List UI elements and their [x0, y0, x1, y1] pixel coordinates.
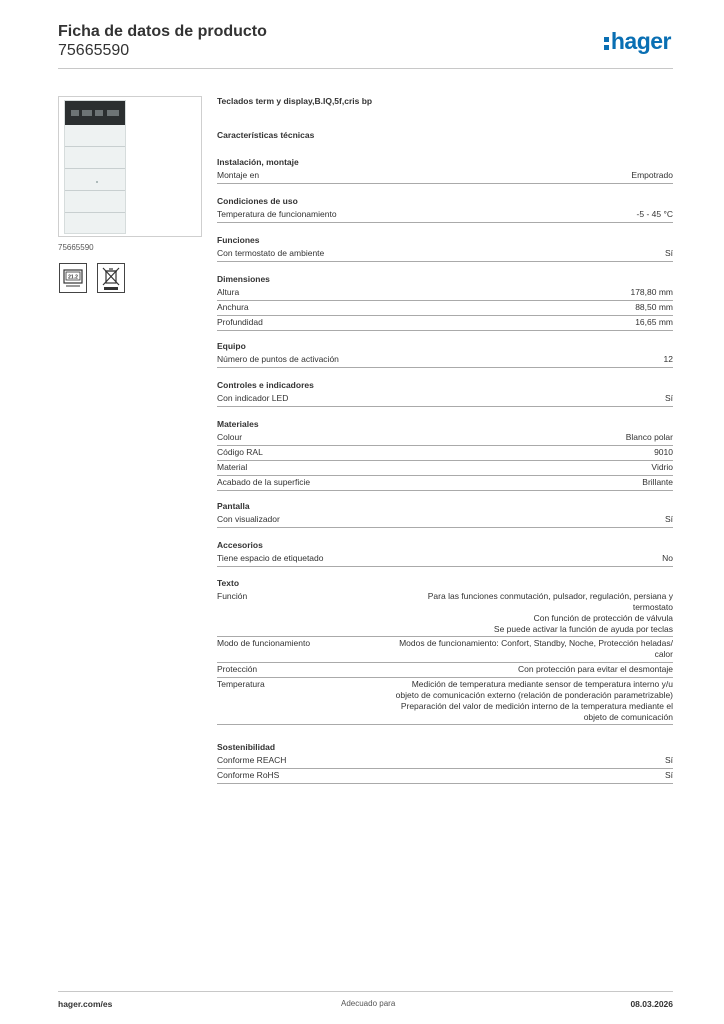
weee-bin-icon — [97, 263, 125, 293]
spec-value: 16,65 mm — [635, 317, 673, 327]
technical-characteristics-title: Características técnicas — [217, 130, 315, 140]
section-title: Instalación, montaje — [217, 157, 299, 167]
spec-value: Sí — [664, 393, 673, 403]
spec-value: Blanco polar — [625, 432, 673, 442]
section-title: Dimensiones — [217, 274, 270, 284]
logo-dots-icon — [604, 34, 609, 50]
spec-value-line: termostato — [632, 602, 673, 612]
spec-value: 178,80 mm — [630, 287, 673, 297]
keypad-device-image — [64, 100, 126, 234]
section-title: Funciones — [217, 235, 260, 245]
spec-value — [399, 638, 673, 660]
spec-value: Sí — [664, 514, 673, 524]
spec-label: Temperatura de funcionamiento — [217, 209, 337, 219]
spec-row — [217, 553, 673, 567]
spec-row — [217, 317, 673, 331]
spec-label: Número de puntos de activación — [217, 354, 339, 364]
spec-row — [217, 354, 673, 368]
spec-row — [217, 170, 673, 184]
spec-value-line: objeto de comunicación externo (relación de ponderación parametrizable) — [395, 689, 673, 700]
spec-value-line: Medición de temperatura mediante sensor de temperatura interno y/u — [411, 678, 673, 689]
product-image-caption: 75665590 — [58, 243, 94, 252]
spec-row — [217, 447, 673, 461]
spec-label: Tiene espacio de etiquetado — [217, 553, 324, 563]
section-title: Controles e indicadores — [217, 380, 314, 390]
section-title: Condiciones de uso — [217, 196, 298, 206]
spec-value-line: objeto de comunicación — [583, 711, 673, 722]
spec-row — [217, 462, 673, 476]
spec-value-line: Preparación del valor de medición interno de la temperatura mediante el — [400, 700, 673, 711]
lcd-display-icon — [59, 263, 87, 293]
spec-row — [217, 514, 673, 528]
page-header — [58, 22, 673, 69]
spec-label: Conforme RoHS — [217, 770, 280, 780]
footer-date: 08.03.2026 — [630, 999, 673, 1009]
spec-value: Brillante — [642, 477, 673, 487]
spec-row — [217, 770, 673, 784]
spec-label: Modo de funcionamiento — [217, 638, 311, 649]
spec-row — [217, 432, 673, 446]
product-number: 75665590 — [58, 42, 130, 59]
spec-row — [217, 287, 673, 301]
spec-label: Altura — [217, 287, 240, 297]
footer-suitable-for: Adecuado para — [341, 999, 396, 1008]
spec-value: 88,50 mm — [635, 302, 673, 312]
spec-value: 9010 — [654, 447, 673, 457]
spec-row — [217, 679, 673, 725]
section-title: Equipo — [217, 341, 246, 351]
page-title: Ficha de datos de producto — [58, 23, 267, 40]
spec-label: Colour — [217, 432, 243, 442]
spec-value-line: Modos de funcionamiento: Confort, Standby, Noche, Protección heladas/ — [399, 638, 673, 649]
section-title: Sostenibilidad — [217, 742, 276, 752]
spec-value-line: Se puede activar la función de ayuda por teclas — [493, 624, 673, 634]
spec-row — [217, 248, 673, 262]
spec-row — [217, 638, 673, 663]
section-title: Accesorios — [217, 540, 263, 550]
page-footer — [58, 991, 673, 1009]
spec-label: Anchura — [217, 302, 249, 312]
spec-value — [396, 679, 673, 723]
spec-label: Acabado de la superficie — [217, 477, 311, 487]
spec-value: Sí — [664, 770, 673, 780]
spec-label: Conforme REACH — [217, 755, 287, 765]
footer-website-link[interactable]: hager.com/es — [58, 999, 113, 1009]
spec-value: Sí — [664, 248, 673, 258]
spec-value: Con protección para evitar el desmontaje — [518, 663, 673, 674]
spec-value: Vidrio — [651, 462, 673, 472]
spec-row — [217, 755, 673, 769]
spec-value: -5 - 45 °C — [636, 209, 673, 219]
spec-value: 12 — [663, 354, 673, 364]
spec-row — [217, 209, 673, 223]
device-display — [65, 101, 125, 125]
spec-value — [428, 591, 673, 635]
spec-label: Con termostato de ambiente — [217, 248, 325, 258]
product-image — [58, 96, 202, 237]
spec-label: Con indicador LED — [217, 393, 289, 403]
section-title: Pantalla — [217, 501, 250, 511]
section-title: Texto — [217, 578, 240, 588]
spec-row — [217, 591, 673, 637]
spec-value: Sí — [664, 755, 673, 765]
spec-row — [217, 477, 673, 491]
spec-row — [217, 393, 673, 407]
spec-label: Profundidad — [217, 317, 263, 327]
spec-label: Temperatura — [217, 678, 265, 689]
spec-label: Función — [217, 591, 248, 601]
spec-value: Empotrado — [631, 170, 673, 180]
spec-row — [217, 302, 673, 316]
hager-logo[interactable]: hager — [604, 28, 671, 55]
spec-value-line: calor — [654, 649, 673, 660]
spec-label: Protección — [217, 663, 258, 674]
spec-value-line: Para las funciones conmutación, pulsador, regulación, persiana y — [427, 591, 673, 601]
spec-label: Con visualizador — [217, 514, 280, 524]
product-name: Teclados term y display,B.IQ,5f,cris bp — [217, 96, 373, 106]
section-title: Materiales — [217, 419, 259, 429]
spec-label: Material — [217, 462, 248, 472]
spec-row — [217, 664, 673, 678]
spec-label: Montaje en — [217, 170, 260, 180]
spec-value: No — [662, 553, 673, 563]
spec-value-line: Con función de protección de válvula — [533, 613, 673, 623]
spec-label: Código RAL — [217, 447, 263, 457]
svg-text:21.2: 21.2 — [68, 274, 78, 281]
